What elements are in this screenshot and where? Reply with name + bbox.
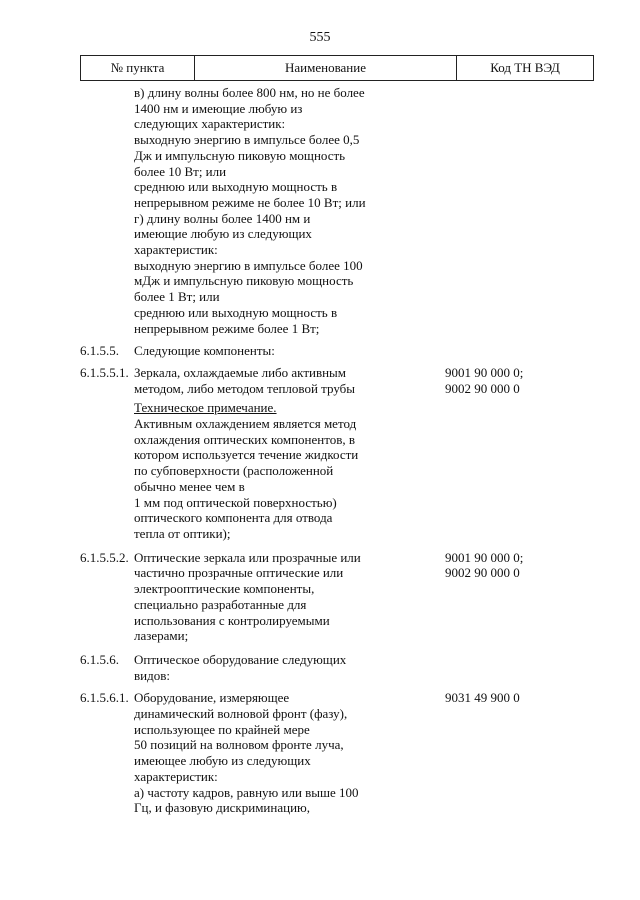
name-line: охлаждения оптических компонентов, в	[134, 431, 356, 447]
name-line: более 1 Вт; или	[134, 289, 220, 305]
item-number: 6.1.5.6.	[80, 651, 119, 667]
tn-ved-code	[397, 652, 575, 683]
name-line: выходную энергию в импульсе более 0,5	[134, 132, 360, 148]
item-number: 6.1.5.5.	[80, 343, 119, 359]
name-line: тепла от оптики);	[134, 525, 231, 541]
item-name	[134, 85, 397, 336]
name-line: видов:	[134, 667, 170, 683]
name-line: 50 позиций на волновом фронте луча,	[134, 737, 344, 753]
table-row	[0, 343, 640, 359]
name-line: имеющее любую из следующих	[134, 753, 311, 769]
code-line: 9031 49 900 0	[445, 690, 520, 706]
item-number: 6.1.5.6.1.	[80, 690, 129, 706]
code-line: 9002 90 000 0	[445, 380, 520, 396]
table-row	[0, 365, 640, 396]
name-line: использования с контролируемыми	[134, 612, 330, 628]
name-line: котором используется течение жидкости	[134, 447, 359, 463]
name-line: Оборудование, измеряющее	[134, 690, 290, 706]
name-line: 1400 нм и имеющие любую из	[134, 100, 303, 116]
name-line: электрооптические компоненты,	[134, 581, 315, 597]
tn-ved-code	[397, 690, 575, 816]
item-number: 6.1.5.5.2.	[80, 549, 129, 565]
table-header	[80, 55, 594, 81]
name-line: г) длину волны более 1400 нм и	[134, 210, 311, 226]
item-name	[134, 400, 397, 541]
item-number	[0, 400, 134, 541]
name-line: а) частоту кадров, равную или выше 100	[134, 784, 359, 800]
name-line: характеристик:	[134, 242, 218, 258]
name-line: мДж и импульсную пиковую мощность	[134, 273, 354, 289]
header-item-number: № пункта	[81, 56, 195, 80]
item-name	[134, 343, 397, 359]
table-row	[0, 690, 640, 816]
code-line: 9002 90 000 0	[445, 565, 520, 581]
name-line: выходную энергию в импульсе более 100	[134, 257, 363, 273]
item-name	[134, 365, 397, 396]
table-body	[0, 85, 640, 816]
item-number: 6.1.5.5.1.	[80, 364, 129, 380]
name-line: Следующие компоненты:	[134, 343, 275, 359]
tn-ved-code	[397, 365, 575, 396]
name-line: среднюю или выходную мощность в	[134, 304, 338, 320]
name-line: лазерами;	[134, 628, 189, 644]
name-line: динамический волновой фронт (фазу),	[134, 706, 348, 722]
table-row	[0, 652, 640, 683]
name-line: среднюю или выходную мощность в	[134, 179, 338, 195]
tn-ved-code	[397, 343, 575, 359]
name-line: использующее по крайней мере	[134, 721, 310, 737]
name-line: непрерывном режиме не более 10 Вт; или	[134, 194, 366, 210]
item-name	[134, 690, 397, 816]
tn-ved-code	[397, 85, 575, 336]
name-line: непрерывном режиме более 1 Вт;	[134, 320, 320, 336]
code-line: 9001 90 000 0;	[445, 549, 524, 565]
name-line: Оптические зеркала или прозрачные или	[134, 549, 361, 565]
name-line: Зеркала, охлаждаемые либо активным	[134, 364, 347, 380]
code-line: 9001 90 000 0;	[445, 364, 524, 380]
table-row	[0, 550, 640, 644]
tn-ved-code	[397, 550, 575, 644]
table-row	[0, 85, 640, 336]
name-line: Гц, и фазовую дискриминацию,	[134, 800, 310, 816]
name-line: следующих характеристик:	[134, 116, 286, 132]
name-line: частично прозрачные оптические или	[134, 565, 344, 581]
item-name	[134, 652, 397, 683]
header-name: Наименование	[195, 56, 457, 80]
name-line: обычно менее чем в	[134, 478, 245, 494]
name-line: 1 мм под оптической поверхностью)	[134, 494, 337, 510]
name-line: по субповерхности (расположенной	[134, 463, 334, 479]
name-line: специально разработанные для	[134, 596, 307, 612]
name-line: Активным охлаждением является метод	[134, 416, 357, 432]
name-line: имеющие любую из следующих	[134, 226, 312, 242]
page-number: 555	[309, 30, 331, 45]
table-row	[0, 400, 640, 541]
name-line: Оптическое оборудование следующих	[134, 651, 347, 667]
name-line: оптического компонента для отвода	[134, 510, 333, 526]
name-line: характеристик:	[134, 768, 218, 784]
item-number	[0, 85, 134, 336]
tn-ved-code	[397, 400, 575, 541]
technical-note-heading: Техническое примечание.	[134, 400, 277, 416]
name-line: более 10 Вт; или	[134, 163, 227, 179]
name-line: методом, либо методом тепловой трубы	[134, 380, 356, 396]
name-line: в) длину волны более 800 нм, но не более	[134, 85, 365, 100]
name-line: Дж и импульсную пиковую мощность	[134, 147, 346, 163]
header-code: Код ТН ВЭД	[490, 60, 560, 75]
item-name	[134, 550, 397, 644]
